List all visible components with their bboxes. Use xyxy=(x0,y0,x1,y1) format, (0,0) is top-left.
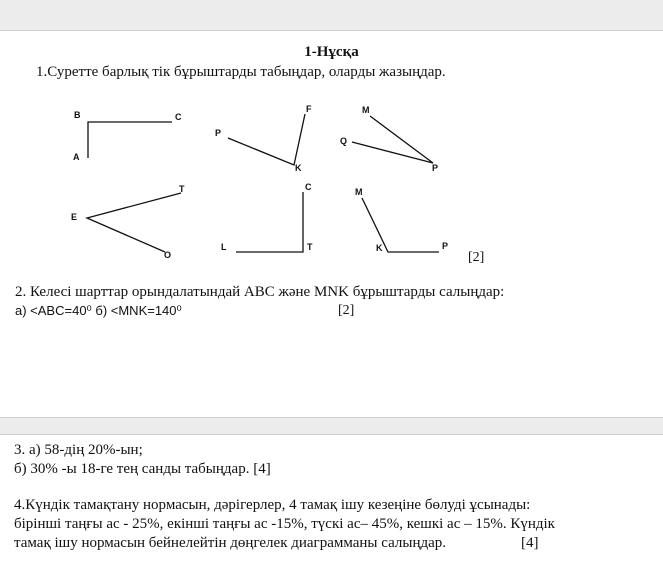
label-e: E xyxy=(71,212,78,222)
label-f: F xyxy=(306,104,312,114)
angle-bac-lines xyxy=(88,122,172,158)
task-4-line-2: бірінші таңғы ас - 25%, екінші таңғы ас -15%, түскі ас– 45%, кешкі ас – 15%. Күндік xyxy=(14,516,555,532)
angle-mpq-lines xyxy=(352,116,433,163)
label-k: K xyxy=(376,243,383,253)
label-m: M xyxy=(362,105,370,115)
angle-mkp-lines xyxy=(362,198,439,252)
task-3-line-2: б) 30% -ы 18-ге тең санды табыңдар. [4] xyxy=(14,461,271,477)
label-t: T xyxy=(307,242,313,252)
label-t: T xyxy=(179,184,185,194)
label-k: K xyxy=(295,163,302,173)
angle-teo-lines xyxy=(87,193,181,252)
page-separator xyxy=(0,417,663,435)
variant-title: 1-Нұсқа xyxy=(304,44,359,60)
task-2-text: 2. Келесі шарттар орындалатындай ABC және MNK бұрыштарды салыңдар: xyxy=(15,284,505,300)
label-q: Q xyxy=(340,136,348,146)
label-c: C xyxy=(305,182,312,192)
task-3-line-1: 3. а) 58-дің 20%-ын; xyxy=(14,442,143,458)
task-2-mark: [2] xyxy=(338,303,355,318)
task-4-mark: [4] xyxy=(521,535,539,551)
task-1-text: 1.Суретте барлық тік бұрыштарды табыңдар, оларды жазыңдар. xyxy=(36,64,446,80)
task-4-line-3: тамақ ішу нормасын бейнелейтін дөңгелек диаграмманы салыңдар. xyxy=(14,535,447,551)
angle-fkp-lines xyxy=(228,114,305,165)
task-2-conditions: а) <ABC=40⁰ б) <MNK=140⁰ xyxy=(15,303,182,318)
label-c: C xyxy=(175,112,182,122)
label-m: M xyxy=(355,187,363,197)
label-b: B xyxy=(74,110,81,120)
task-1-mark: [2] xyxy=(468,250,485,265)
label-p: P xyxy=(215,128,222,138)
label-a: A xyxy=(73,152,80,162)
angle-ltc-lines xyxy=(236,192,303,252)
label-o: O xyxy=(164,250,172,260)
label-l: L xyxy=(221,242,227,252)
label-p: P xyxy=(432,163,439,173)
label-p: P xyxy=(442,241,449,251)
task-4-line-1: 4.Күндік тамақтану нормасын, дәрігерлер, 4 тамақ ішу кезеңіне бөлуді ұсынады: xyxy=(14,497,531,513)
